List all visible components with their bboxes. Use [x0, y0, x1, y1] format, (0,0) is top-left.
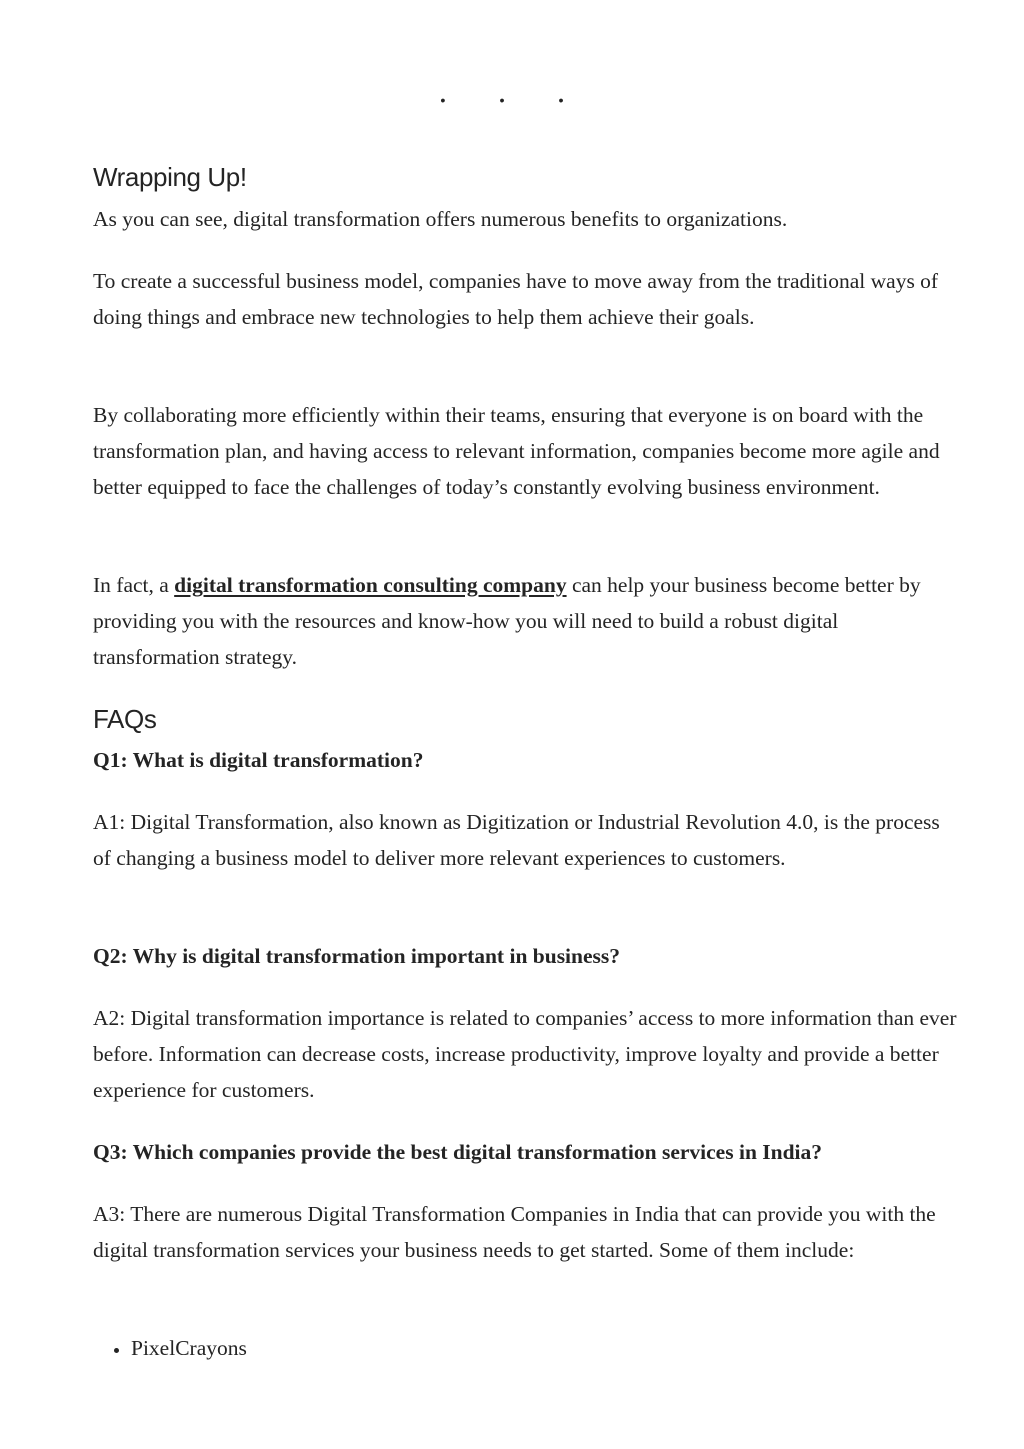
faq-question-1 — [93, 742, 963, 778]
wrap-p4-before: In fact, a — [93, 573, 175, 597]
wrap-paragraph-1: As you can see, digital transformation offers numerous benefits to organizations. — [93, 207, 788, 231]
consulting-company-link[interactable]: digital transformation consulting company — [174, 573, 567, 597]
companies-list — [93, 1330, 1001, 1366]
faq-q3-text: Q3: Which companies provide the best digital transformation services in India? — [93, 1140, 823, 1164]
faq-answer-1: A1: Digital Transformation, also known as Digitization or Industrial Revolution 4.0, is the process of changing a business model to deliver more relevant experiences to customers. — [93, 810, 940, 870]
wrap-p4-after: can help your business become better by providing you with the resources and know-how you will need to build a robust digital transformation strategy. — [93, 573, 921, 669]
faq-question-3 — [93, 1134, 963, 1170]
faq-question-2 — [93, 938, 963, 974]
list-item: • PixelCrayons — [131, 1330, 1001, 1366]
wrap-paragraph-4 — [93, 567, 963, 675]
section-separator: . . . — [438, 75, 586, 110]
faq-q2-text: Q2: Why is digital transformation important in business? — [93, 944, 621, 968]
faq-answer-2: A2: Digital transformation importance is related to companies’ access to more information than ever before. Information can decrease costs, increase productivity, improve loyalty and provide a better experience for customers. — [93, 1006, 957, 1102]
faq-q1-text: Q1: What is digital transformation? — [93, 748, 424, 772]
faqs-heading: FAQs — [93, 704, 157, 734]
wrap-paragraph-3: By collaborating more efficiently within their teams, ensuring that everyone is on board with the transformation plan, and having access to relevant information, companies become more agile and better equipped to face the challenges of today’s constantly evolving business environment. — [93, 403, 940, 499]
wrapping-up-heading: Wrapping Up! — [93, 162, 247, 192]
wrap-paragraph-2: To create a successful business model, companies have to move away from the traditional ways of doing things and embrace new technologies to help them achieve their goals. — [93, 269, 939, 329]
faq-answer-3: A3: There are numerous Digital Transformation Companies in India that can provide you with the digital transformation services your business needs to get started. Some of them include: — [93, 1202, 936, 1262]
